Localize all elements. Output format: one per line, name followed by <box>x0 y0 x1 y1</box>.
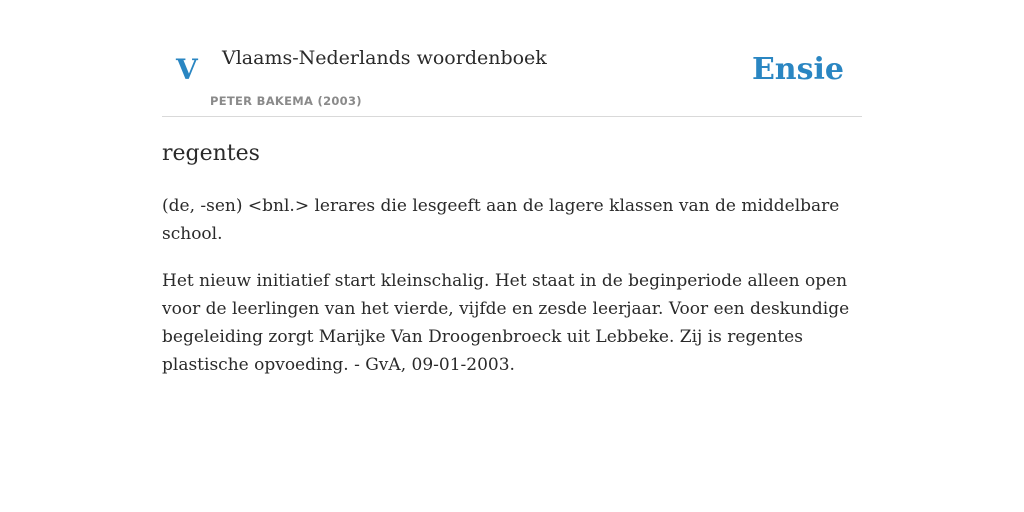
dictionary-header <box>162 0 862 117</box>
dictionary-logo-letter[interactable]: V <box>176 53 198 86</box>
ensie-logo-link[interactable]: Ensie <box>751 52 844 87</box>
entry-example-quote: Het nieuw initiatief start kleinschalig. Het staat in de beginperiode alleen open voor de leerlingen van het vierde, vijfde en zesde leerjaar. Voor een deskundige begeleiding zorgt Marijke Van Droogenbroeck uit Lebbeke. Zij is regentes plastische opvoeding. - GvA, 09-01-2003. <box>162 271 850 375</box>
entry-definition: (de, -sen) <bnl.> lerares die lesgeeft aan de lagere klassen van de middelbare school. <box>162 196 840 244</box>
dictionary-title[interactable]: Vlaams-Nederlands woordenboek <box>222 47 547 69</box>
entry-headword: regentes <box>162 141 260 166</box>
dictionary-entry <box>162 136 862 379</box>
dictionary-author: PETER BAKEMA (2003) <box>210 94 362 108</box>
